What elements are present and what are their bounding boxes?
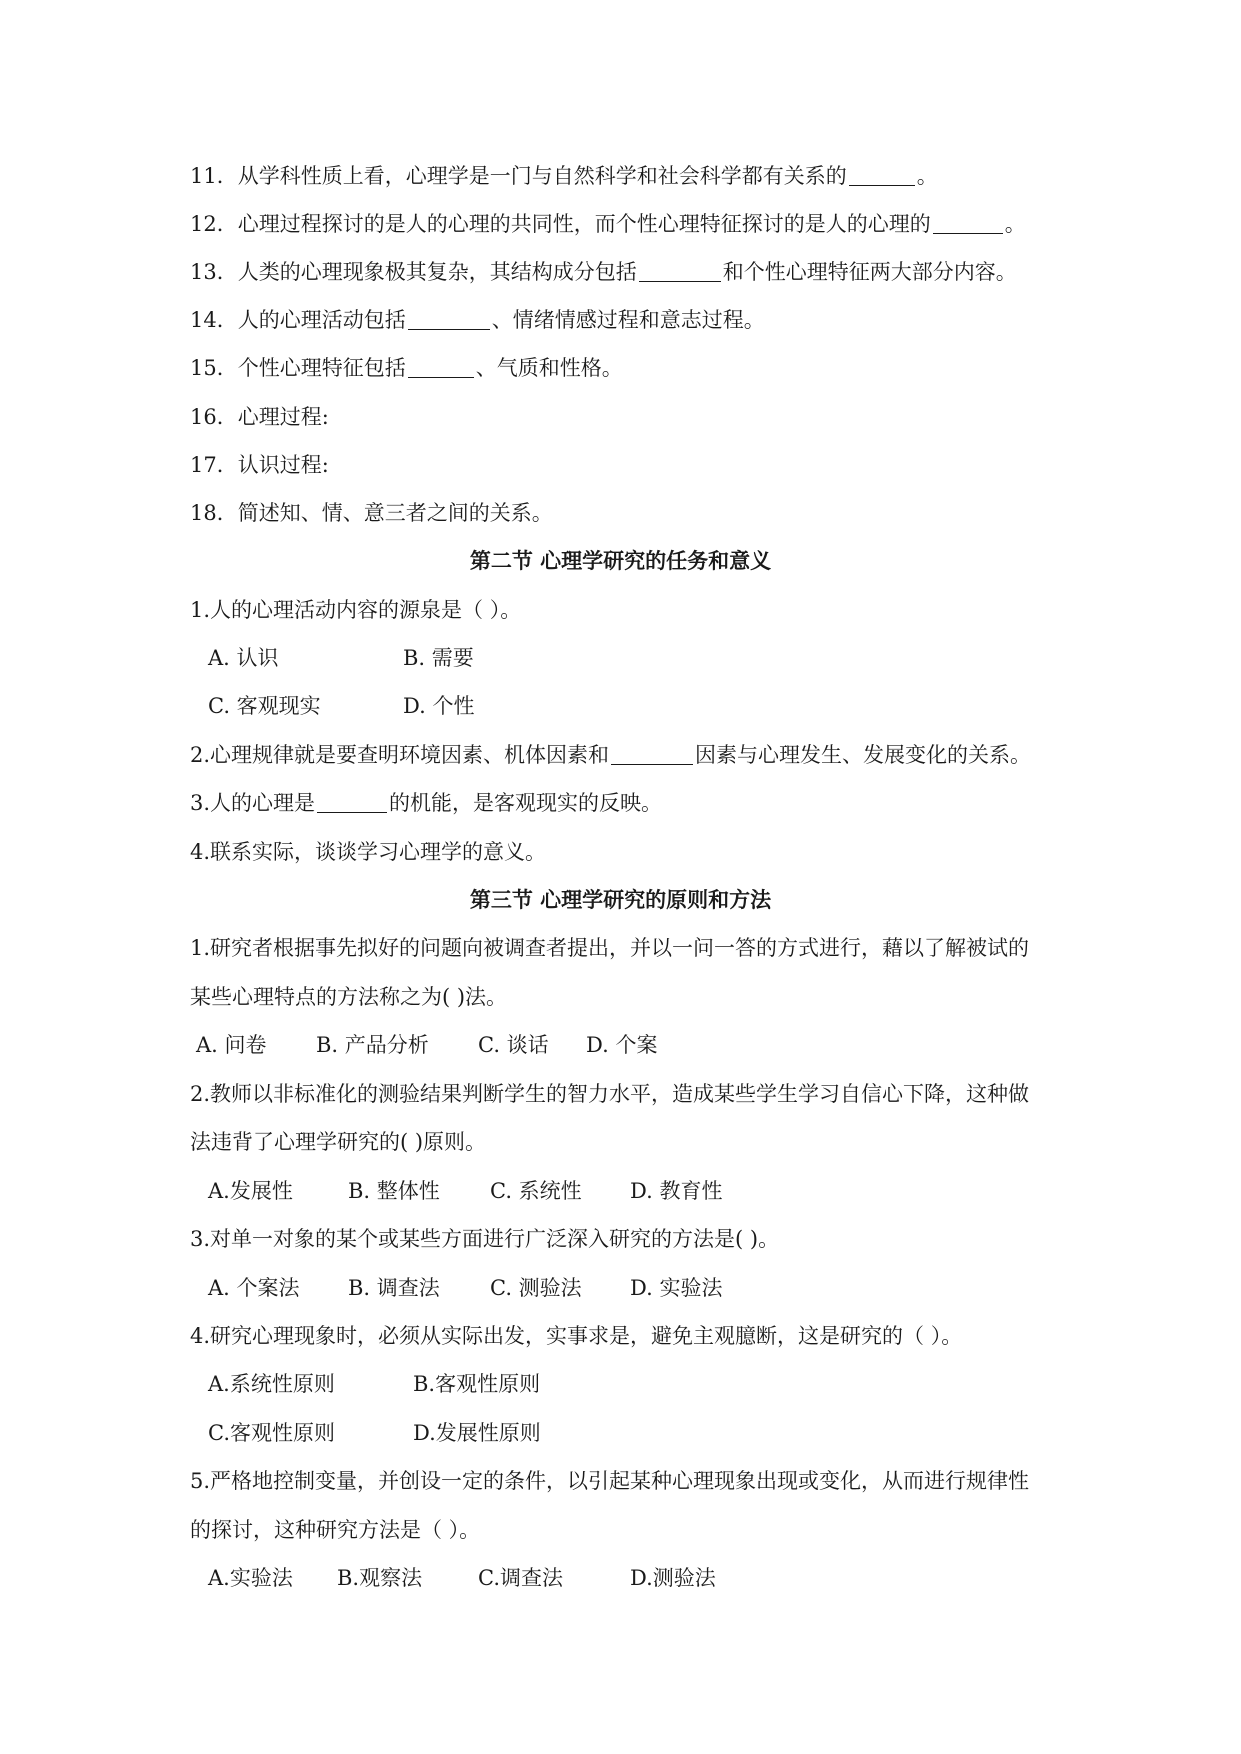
s3-q4-option-d: D.发展性原则 bbox=[413, 1421, 541, 1445]
s2-question-2 bbox=[190, 741, 1031, 769]
question-text-end: 。 bbox=[1004, 212, 1026, 236]
s2-question-1: 1.人的心理活动内容的源泉是（ ）。 bbox=[190, 598, 522, 622]
fill-blank bbox=[611, 744, 693, 765]
s3-question-5-line-1: 5.严格地控制变量，并创设一定的条件，以引起某种心理现象出现或变化，从而进行规律性 bbox=[190, 1469, 1030, 1493]
section-2-title: 第二节 心理学研究的任务和意义 bbox=[469, 548, 772, 573]
question-text-end: 。 bbox=[916, 164, 938, 188]
question-text: 15．个性心理特征包括 bbox=[190, 356, 406, 380]
s3-q3-option-a: A. 个案法 bbox=[208, 1276, 300, 1300]
s3-q5-option-d: D.测验法 bbox=[630, 1566, 716, 1590]
s3-q1-option-b: B. 产品分析 bbox=[316, 1033, 429, 1057]
s2-q1-option-d: D. 个性 bbox=[403, 694, 475, 718]
s3-question-2-line-1: 2.教师以非标准化的测验结果判断学生的智力水平，造成某些学生学习自信心下降，这种做 bbox=[190, 1082, 1030, 1106]
s3-question-5-line-2: 的探讨，这种研究方法是（ ）。 bbox=[190, 1518, 481, 1542]
s2-q1-option-c: C. 客观现实 bbox=[208, 694, 321, 718]
question-text: 2.心理规律就是要查明环境因素、机体因素和 bbox=[190, 743, 610, 767]
question-text: 14．人的心理活动包括 bbox=[190, 308, 406, 332]
question-text: 12．心理过程探讨的是人的心理的共同性，而个性心理特征探讨的是人的心理的 bbox=[190, 212, 931, 236]
s3-q2-option-c: C. 系统性 bbox=[490, 1179, 582, 1203]
s3-q5-option-c: C.调查法 bbox=[478, 1566, 563, 1590]
s3-question-2-line-2: 法违背了心理学研究的( )原则。 bbox=[190, 1130, 487, 1154]
fill-blank bbox=[408, 357, 474, 378]
question-text: 11．从学科性质上看，心理学是一门与自然科学和社会科学都有关系的 bbox=[190, 164, 847, 188]
question-14 bbox=[190, 306, 765, 334]
s3-question-4: 4.研究心理现象时，必须从实际出发，实事求是，避免主观臆断，这是研究的（ ）。 bbox=[190, 1324, 963, 1348]
s3-q4-option-a: A.系统性原则 bbox=[208, 1372, 335, 1396]
fill-blank bbox=[849, 165, 915, 186]
question-text-end: 的机能，是客观现实的反映。 bbox=[389, 791, 663, 815]
s3-q2-option-d: D. 教育性 bbox=[630, 1179, 723, 1203]
question-text: 13．人类的心理现象极其复杂，其结构成分包括 bbox=[190, 260, 637, 284]
s3-question-1-line-1: 1.研究者根据事先拟好的问题向被调查者提出，并以一问一答的方式进行，藉以了解被试的 bbox=[190, 936, 1030, 960]
question-text-end: 、情绪情感过程和意志过程。 bbox=[491, 308, 765, 332]
question-text-end: 因素与心理发生、发展变化的关系。 bbox=[695, 743, 1032, 767]
section-3-title: 第三节 心理学研究的原则和方法 bbox=[469, 887, 772, 912]
question-12 bbox=[190, 210, 1026, 238]
question-text-end: 和个性心理特征两大部分内容。 bbox=[722, 260, 1017, 284]
question-15 bbox=[190, 354, 623, 382]
s3-q1-option-d: D. 个案 bbox=[586, 1033, 658, 1057]
s3-q1-option-c: C. 谈话 bbox=[478, 1033, 549, 1057]
question-13 bbox=[190, 258, 1017, 286]
s3-question-1-line-2: 某些心理特点的方法称之为( )法。 bbox=[190, 985, 508, 1009]
question-11 bbox=[190, 162, 938, 190]
s3-q2-option-b: B. 整体性 bbox=[348, 1179, 440, 1203]
s3-q5-option-a: A.实验法 bbox=[208, 1566, 293, 1590]
question-18: 18．简述知、情、意三者之间的关系。 bbox=[190, 501, 553, 525]
s3-q3-option-d: D. 实验法 bbox=[630, 1276, 723, 1300]
s2-q1-option-b: B. 需要 bbox=[403, 646, 474, 670]
s3-q4-option-b: B.客观性原则 bbox=[413, 1372, 541, 1396]
question-text: 3.人的心理是 bbox=[190, 791, 316, 815]
s2-q1-option-a: A. 认识 bbox=[208, 646, 279, 670]
question-text-end: 、气质和性格。 bbox=[475, 356, 623, 380]
s3-q2-option-a: A.发展性 bbox=[208, 1179, 293, 1203]
fill-blank bbox=[317, 792, 387, 813]
s2-question-3 bbox=[190, 789, 662, 817]
question-16: 16．心理过程: bbox=[190, 405, 329, 429]
s3-q3-option-c: C. 测验法 bbox=[490, 1276, 582, 1300]
s3-q3-option-b: B. 调查法 bbox=[348, 1276, 440, 1300]
s3-q5-option-b: B.观察法 bbox=[337, 1566, 423, 1590]
s3-q1-option-a: A. 问卷 bbox=[196, 1033, 267, 1057]
s3-q4-option-c: C.客观性原则 bbox=[208, 1421, 335, 1445]
question-17: 17．认识过程: bbox=[190, 453, 329, 477]
fill-blank bbox=[408, 309, 490, 330]
fill-blank bbox=[639, 261, 721, 282]
fill-blank bbox=[933, 213, 1003, 234]
s3-question-3: 3.对单一对象的某个或某些方面进行广泛深入研究的方法是( )。 bbox=[190, 1227, 780, 1251]
s2-question-4: 4.联系实际，谈谈学习心理学的意义。 bbox=[190, 840, 547, 864]
